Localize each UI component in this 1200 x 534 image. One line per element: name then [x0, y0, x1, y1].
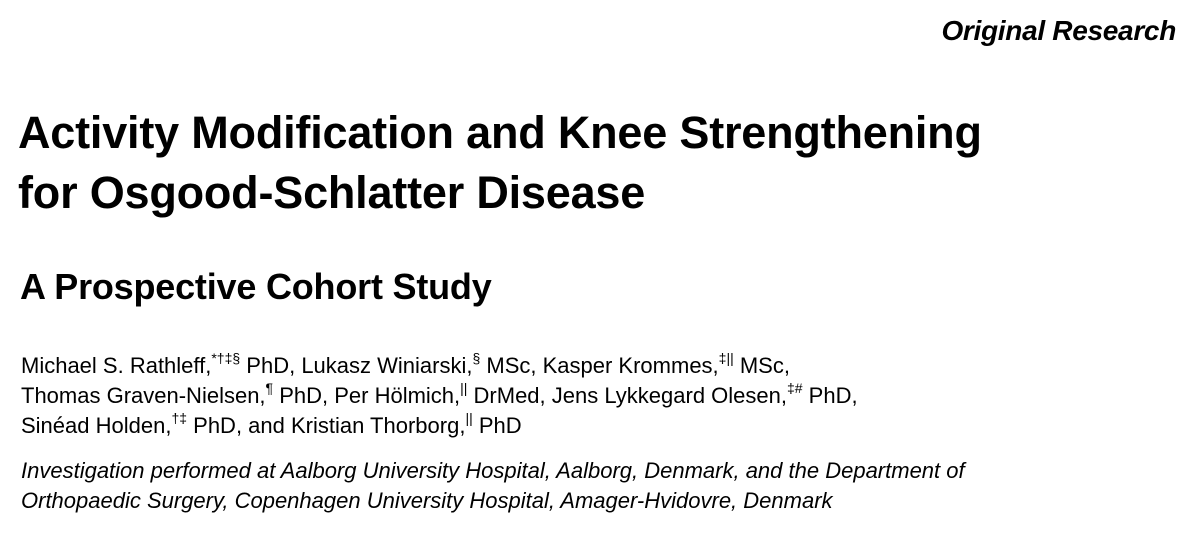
- affiliation-note: [21, 456, 1186, 516]
- author-name: Jens Lykkegard Olesen,: [551, 383, 787, 408]
- author-name: Per Hölmich,: [334, 383, 461, 408]
- author-list: [21, 351, 1181, 441]
- author-degree: DrMed,: [467, 383, 552, 408]
- author-affiliation-marks: ||: [465, 409, 473, 426]
- affiliation-line-1: Investigation performed at Aalborg University Hospital, Aalborg, Denmark, and the Department of: [21, 458, 965, 483]
- author-degree: PhD, and: [187, 413, 291, 438]
- author-degree: MSc,: [733, 353, 790, 378]
- author-degree: PhD,: [240, 353, 302, 378]
- article-title-line-1: Activity Modification and Knee Strengthening: [18, 107, 982, 158]
- author-name: Sinéad Holden,: [21, 413, 172, 438]
- article-title-line-2: for Osgood-Schlatter Disease: [18, 167, 646, 218]
- author-affiliation-marks: ‡||: [718, 349, 734, 366]
- article-title: [18, 103, 1188, 223]
- author-name: Thomas Graven-Nielsen,: [21, 383, 266, 408]
- author-affiliation-marks: §: [472, 349, 481, 366]
- author-affiliation-marks: *†‡§: [211, 349, 241, 366]
- author-affiliation-marks: ¶: [265, 379, 274, 396]
- author-degree: PhD: [472, 413, 522, 438]
- affiliation-line-2: Orthopaedic Surgery, Copenhagen University Hospital, Amager-Hvidovre, Denmark: [21, 488, 833, 513]
- author-name: Kristian Thorborg,: [290, 413, 466, 438]
- article-subtitle: A Prospective Cohort Study: [20, 266, 492, 307]
- author-affiliation-marks: ||: [460, 379, 468, 396]
- author-name: Lukasz Winiarski,: [301, 353, 473, 378]
- author-degree: PhD,: [273, 383, 335, 408]
- author-affiliation-marks: ‡#: [786, 379, 803, 396]
- author-name: Kasper Krommes,: [542, 353, 719, 378]
- author-degree: PhD,: [802, 383, 858, 408]
- author-degree: MSc,: [480, 353, 543, 378]
- author-name: Michael S. Rathleff,: [21, 353, 212, 378]
- article-category: Original Research: [941, 15, 1176, 46]
- author-affiliation-marks: †‡: [171, 409, 188, 426]
